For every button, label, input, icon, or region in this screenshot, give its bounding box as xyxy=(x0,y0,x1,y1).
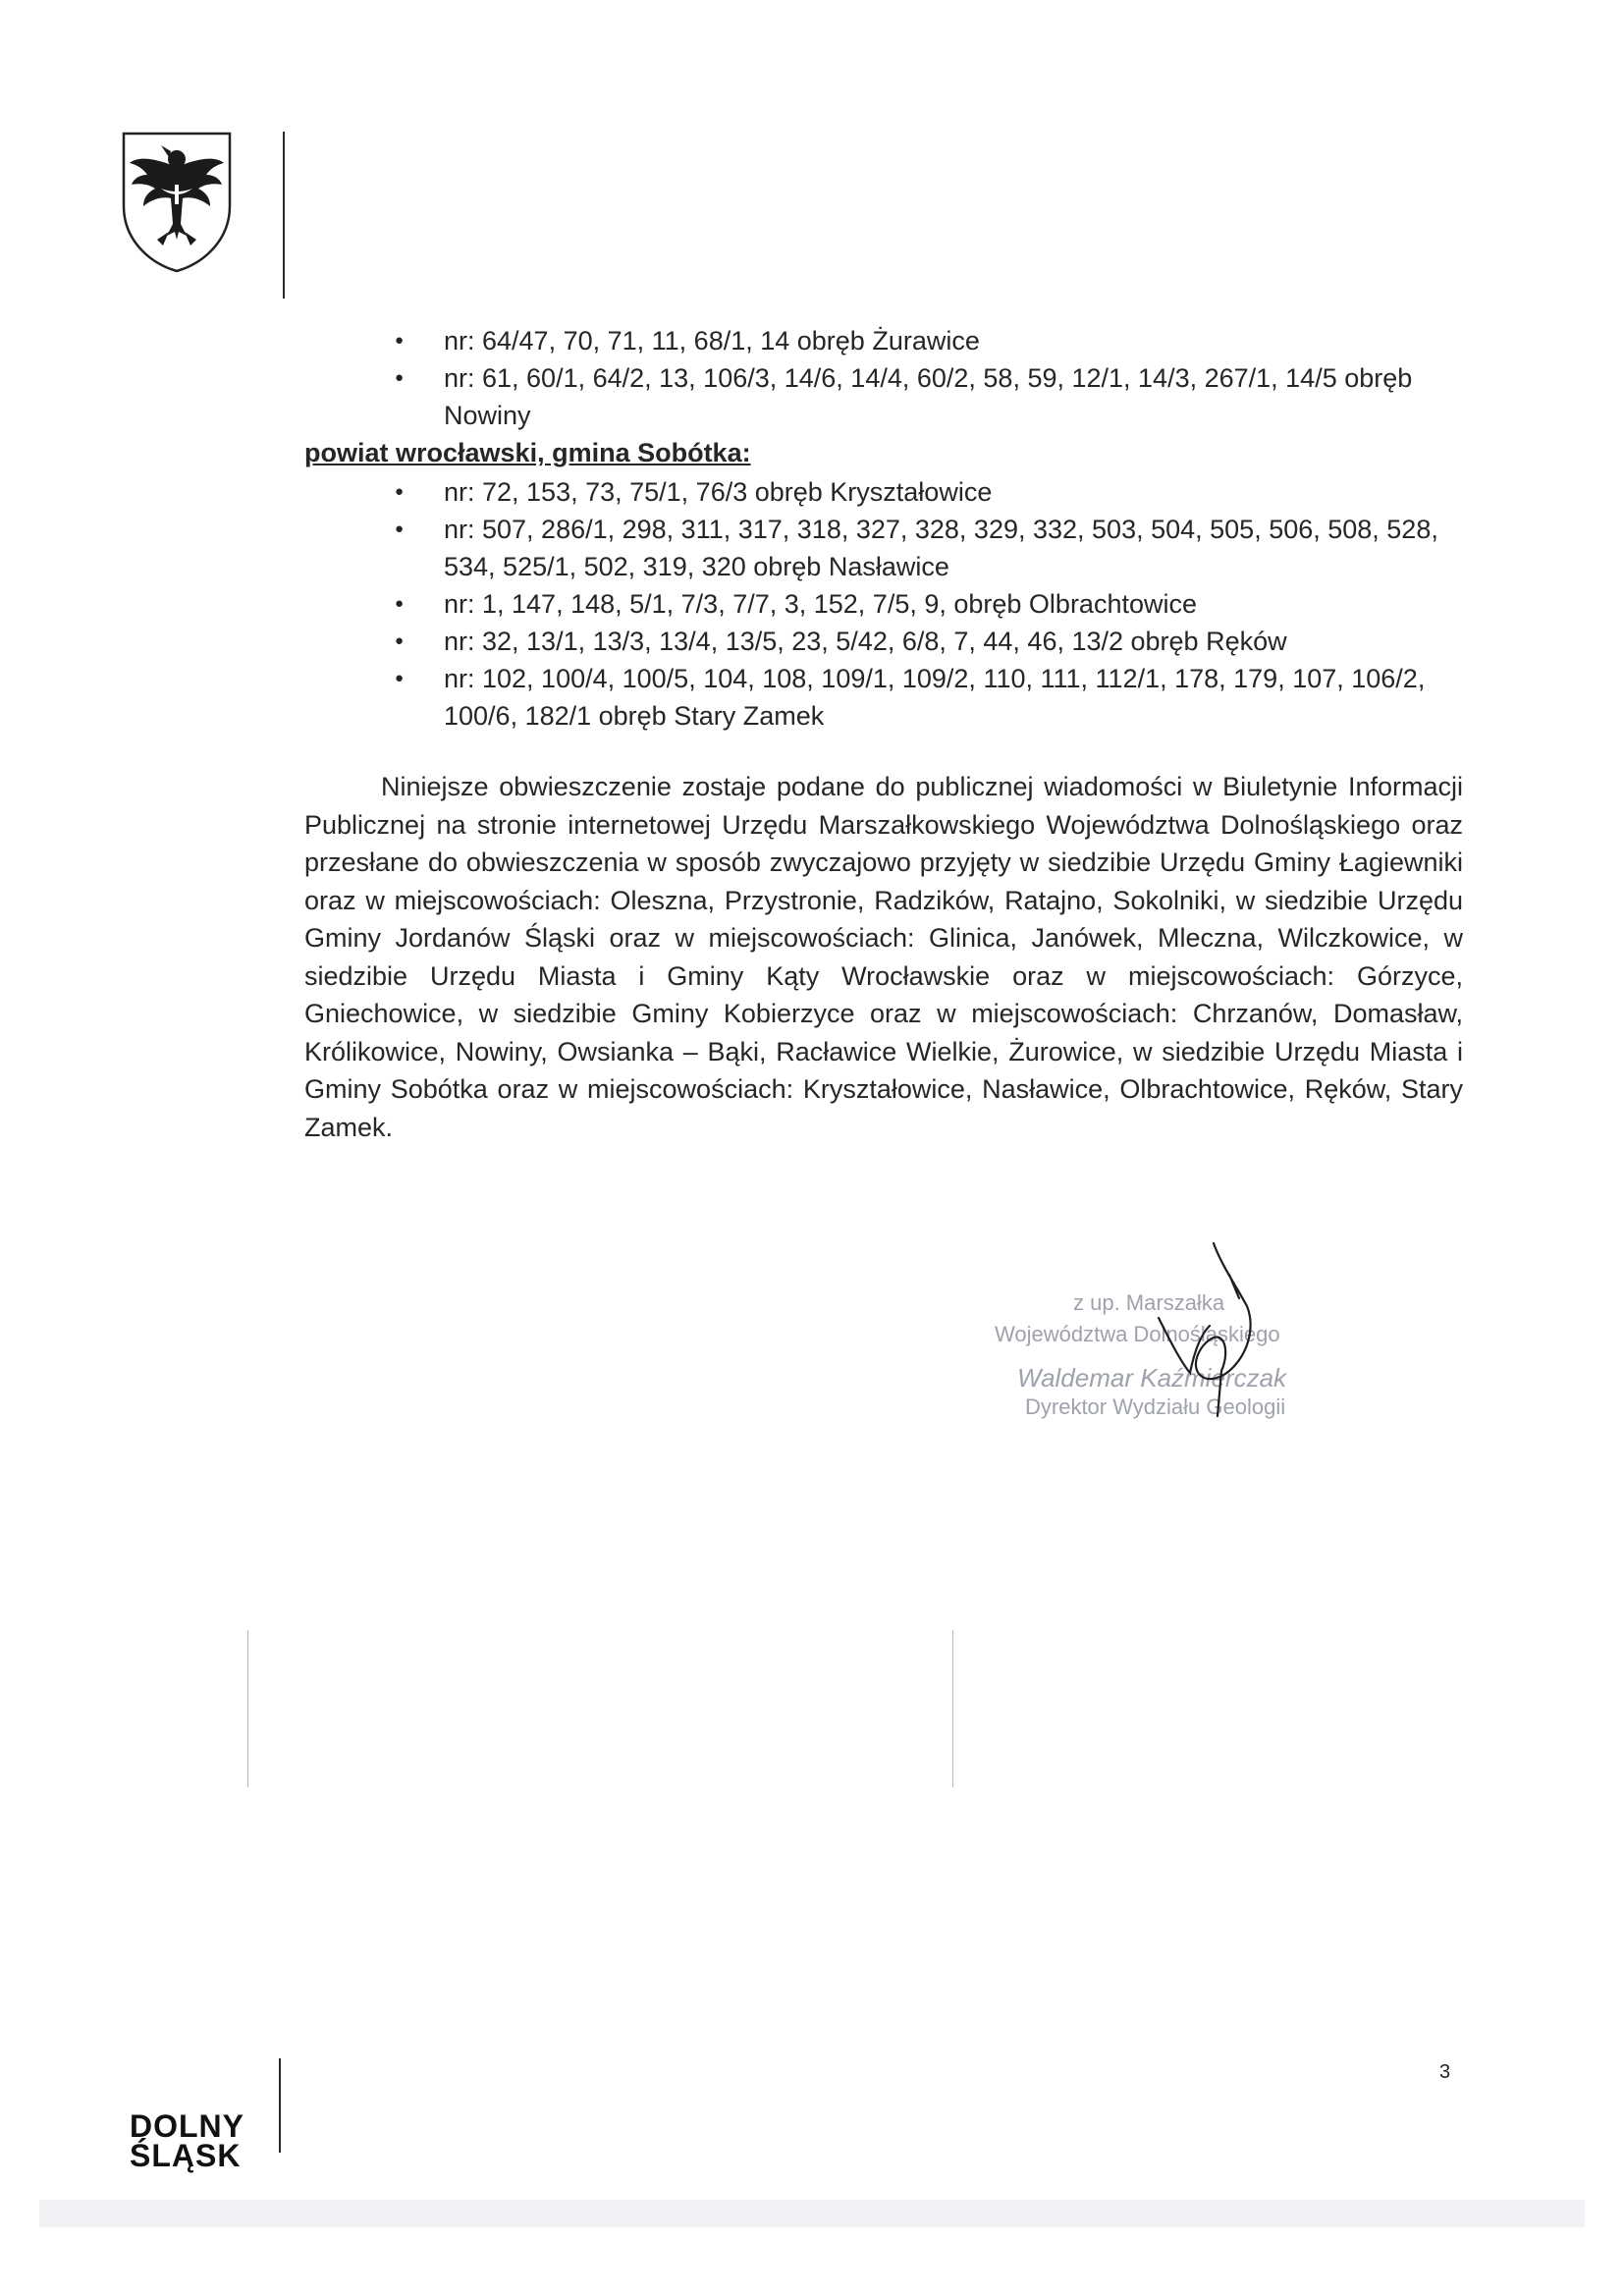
stamp-line-2: Województwa Dolnośląskiego xyxy=(995,1322,1280,1346)
scan-artifact-line xyxy=(952,1630,953,1787)
list-item: ● nr: 32, 13/1, 13/3, 13/4, 13/5, 23, 5/42, 6/8, 7, 44, 46, 13/2 obręb Ręków xyxy=(304,623,1463,660)
logo-line-2: ŚLĄSK xyxy=(130,2138,242,2173)
scan-edge-strip xyxy=(39,2200,1585,2227)
parcel-list-top xyxy=(304,322,1463,434)
stamp-line-1: z up. Marszałka xyxy=(1073,1290,1225,1315)
list-item: ● nr: 1, 147, 148, 5/1, 7/3, 7/7, 3, 152, 7/5, 9, obręb Olbrachtowice xyxy=(304,585,1463,623)
list-item: ● nr: 61, 60/1, 64/2, 13, 106/3, 14/6, 14/4, 60/2, 58, 59, 12/1, 14/3, 267/1, 14/5 obręb Nowiny xyxy=(304,359,1463,434)
signature-stamp xyxy=(990,1235,1382,1471)
dolny-slask-logo xyxy=(130,2108,244,2173)
header-divider-line xyxy=(283,132,285,299)
footer-divider-line xyxy=(279,2058,281,2153)
handwritten-signature-icon xyxy=(990,1235,1382,1471)
list-item: ● nr: 507, 286/1, 298, 311, 317, 318, 327, 328, 329, 332, 503, 504, 505, 506, 508, 528, 534, 525/1, 502, 319, 320 obręb Nasławice xyxy=(304,511,1463,585)
list-item: ● nr: 64/47, 70, 71, 11, 68/1, 14 obręb Żurawice xyxy=(304,322,1463,359)
page-number: 3 xyxy=(1439,2061,1451,2083)
parcel-list-sobotka xyxy=(304,473,1463,735)
crest-graphic xyxy=(118,130,236,275)
section-heading: powiat wrocławski, gmina Sobótka: xyxy=(304,438,751,467)
list-item: ● nr: 72, 153, 73, 75/1, 76/3 obręb Kryształowice xyxy=(304,473,1463,511)
notice-paragraph: Niniejsze obwieszczenie zostaje podane do publicznej wiadomości w Biuletynie Informacji Publicznej na stronie internetowej Urzędu Marszałkowskiego Województwa Dolnośląskiego oraz przesłane do obwieszczenia w sposób zwyczajowo przyjęty w siedzibie Urzędu Gminy Łagiewniki oraz w miejscowościach: Oleszna, Przystronie, Radzików, Ratajno, Sokolniki, w siedzibie Urzędu Gminy Jordanów Śląski oraz w miejscowościach: Glinica, Janówek, Mleczna, Wilczkowice, w siedzibie Urzędu Miasta i Gminy Kąty Wrocławskie oraz w miejscowościach: Górzyce, Gniechowice, w siedzibie Gminy Kobierzyce oraz w miejscowościach: Chrzanów, Domasław, Królikowice, Nowiny, Owsianka – Bąki, Racławice Wielkie, Żurowice, w siedzibie Urzędu Miasta i Gminy Sobótka oraz w miejscowościach: Kryształowice, Nasławice, Olbrachtowice, Ręków, Stary Zamek. xyxy=(304,772,1463,1142)
stamp-line-3: Waldemar Kaźmierczak xyxy=(1017,1363,1287,1393)
list-item: ● nr: 102, 100/4, 100/5, 104, 108, 109/1, 109/2, 110, 111, 112/1, 178, 179, 107, 106/2, 100/6, 182/1 obręb Stary Zamek xyxy=(304,660,1463,735)
stamp-line-4: Dyrektor Wydziału Geologii xyxy=(1025,1394,1286,1419)
lower-silesia-eagle-crest-icon xyxy=(118,130,236,275)
logo-line-1: DOLNY xyxy=(130,2108,244,2144)
scan-artifact-line xyxy=(247,1630,248,1787)
document-body xyxy=(304,322,1463,1173)
